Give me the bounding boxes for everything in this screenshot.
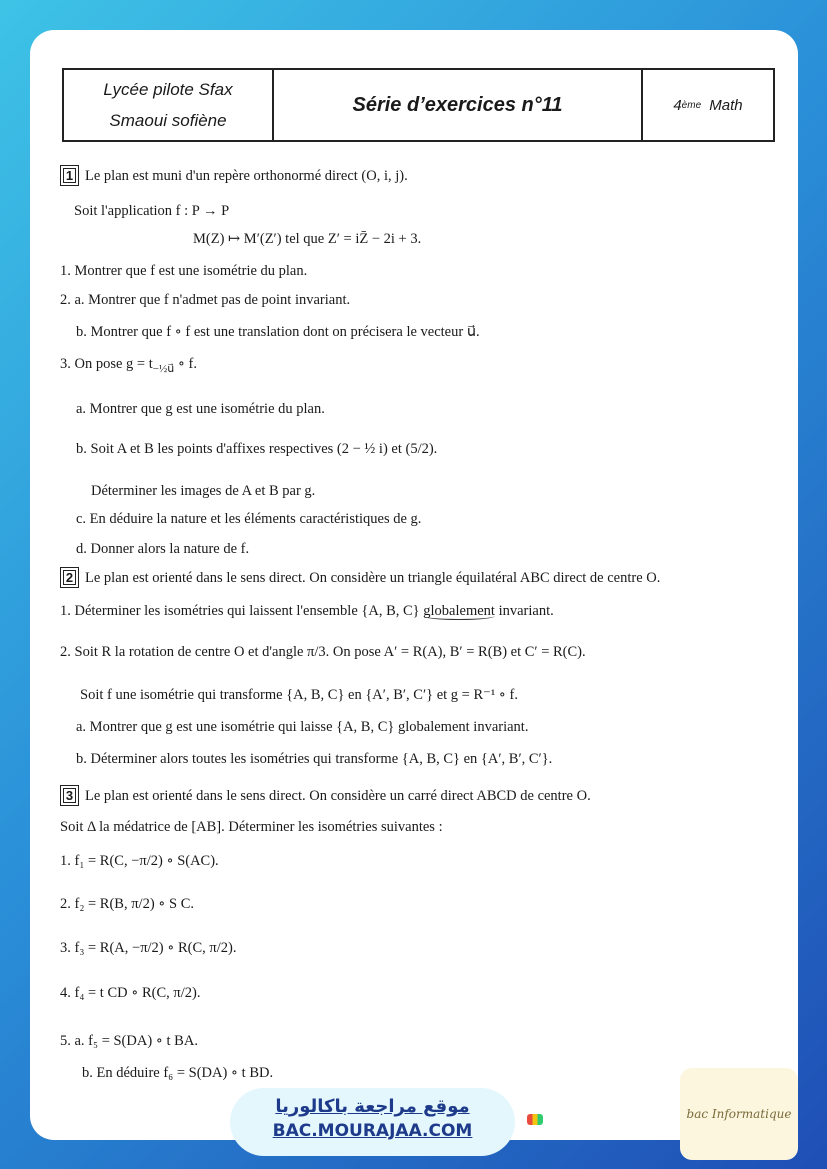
class-level: 4 ème Math: [673, 96, 743, 114]
ex3-f4: 4. f₄ = t CD ∘ R(C, π/2).: [60, 985, 201, 1001]
teacher-name: Smaoui sofiène: [109, 110, 227, 130]
ex1-q3a: a. Montrer que g est une isométrie du plan.: [76, 401, 325, 417]
exercise-number-2: 2: [60, 567, 79, 588]
ex3-f6: b. En déduire f₆ = S(DA) ∘ t BD.: [82, 1065, 274, 1081]
ex2-q1: 1. Déterminer les isométries qui laissent l'ensemble {A, B, C} globalement invariant.: [60, 603, 554, 619]
ex1-application: Soit l'application f : P → P: [74, 203, 230, 219]
header-school-cell: [64, 70, 274, 140]
ex2-intro: 2 Le plan est orienté dans le sens direct. On considère un triangle équilatéral ABC direct de centre O.: [60, 567, 660, 588]
ex2-q2b: b. Déterminer alors toutes les isométries qui transforme {A, B, C} en {A′, B′, C′}.: [76, 751, 553, 767]
ex3-statement: Soit Δ la médatrice de [AB]. Déterminer les isométries suivantes :: [60, 819, 443, 835]
ex3-intro: 3 Le plan est orienté dans le sens direct. On considère un carré direct ABCD de centre O.: [60, 785, 591, 806]
ex1-definition: M(Z) ↦ M′(Z′) tel que Z′ = iZ̄ − 2i + 3.: [193, 231, 422, 247]
ex1-q3b-images: Déterminer les images de A et B par g.: [91, 483, 316, 499]
banner-arabic-text: موقع مراجعة باكالوريا: [275, 1096, 470, 1117]
exercise-number-3: 3: [60, 785, 79, 806]
school-name: Lycée pilote Sfax: [103, 79, 233, 99]
exercise-number-1: 1: [60, 165, 79, 186]
ex2-q2a: a. Montrer que g est une isométrie qui laisse {A, B, C} globalement invariant.: [76, 719, 529, 735]
ex1-q3: 3. On pose $g = t_{-\frac{1}{2}u⃗}$ ∘ f.: [60, 356, 198, 375]
header-table: [62, 68, 775, 142]
banner-site-link[interactable]: BAC.MOURAJAA.COM: [272, 1121, 473, 1141]
ex2-q2-def: Soit f une isométrie qui transforme {A, B, C} en {A′, B′, C′} et g = R⁻¹ ∘ f.: [80, 687, 518, 703]
series-title: Série d’exercices n°11: [274, 70, 643, 140]
ex2-q2: 2. Soit R la rotation de centre O et d'angle π/3. On pose A′ = R(A), B′ = R(B) et C′ = R(C).: [60, 644, 586, 660]
underlined-word: globalement: [423, 603, 495, 619]
ex3-f2: 2. f₂ = R(B, π/2) ∘ S C.: [60, 896, 195, 912]
ex3-f1: 1. f₁ = R(C, −π/2) ∘ S(AC).: [60, 853, 219, 869]
ex1-q2b: b. Montrer que f ∘ f est une translation dont on précisera le vecteur u⃗.: [76, 324, 480, 340]
site-banner[interactable]: [230, 1088, 515, 1156]
ex1-q2a: 2. a. Montrer que f n'admet pas de point invariant.: [60, 292, 351, 308]
bac-informatique-stamp: bac Informatique: [680, 1068, 798, 1160]
ex3-f3: 3. f₃ = R(A, −π/2) ∘ R(C, π/2).: [60, 940, 237, 956]
ex1-q1: 1. Montrer que f est une isométrie du plan.: [60, 263, 308, 279]
document-page: [30, 30, 798, 1140]
ex3-f5: 5. a. f₅ = S(DA) ∘ t BA.: [60, 1033, 198, 1049]
ex1-q3d: d. Donner alors la nature de f.: [76, 541, 250, 557]
ex1-intro: 1 Le plan est muni d'un repère orthonormé direct (O, i, j).: [60, 165, 408, 186]
ex1-q3b: b. Soit A et B les points d'affixes respectives (2 − ½ i) et (5/2).: [76, 441, 438, 457]
ex1-q3c: c. En déduire la nature et les éléments caractéristiques de g.: [76, 511, 422, 527]
logo-badge-right-icon: [520, 1105, 550, 1135]
